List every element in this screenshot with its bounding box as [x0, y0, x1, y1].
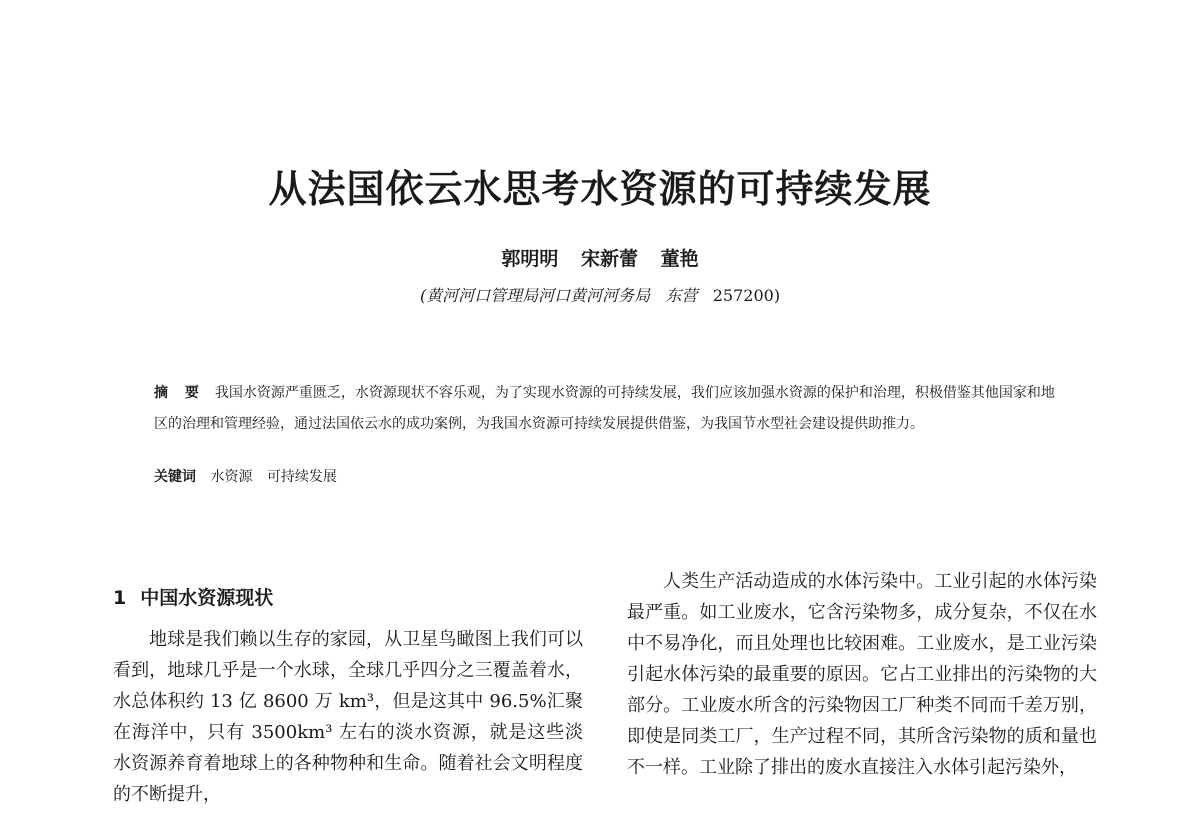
affiliation-name: (黄河河口管理局河口黄河河务局 [419, 286, 651, 305]
author-name: 董艳 [660, 248, 699, 270]
affiliation-postcode: 257200) [712, 286, 781, 305]
body-paragraph: 人类生产活动造成的水体污染中。工业引起的水体污染最严重。如工业废水，它含污染物多，成分复杂，不仅在水中不易净化，而且处理也比较困难。工业废水，是工业污染引起水体污染的最重要的原因。它占工业排出的污染物的大部分。工业废水所含的污染物因工厂种类不同而千差万别，即使是同类工厂，生产过程不同，其所含污染物的质和量也不一样。工业除了排出的废水直接注入水体引起污染外， [627, 571, 1097, 778]
body-column-right [627, 566, 1097, 783]
section-title: 中国水资源现状 [140, 587, 274, 609]
body-paragraph: 地球是我们赖以生存的家园，从卫星鸟瞰图上我们可以看到，地球几乎是一个水球，全球几乎四分之三覆盖着水，水总体积约 13 亿 8600 万 km³，但是这其中 96.5%汇聚在海洋中，只有 3500km³ 左右的淡水资源，就是这些淡水资源养育着地球上的各种物种和生命。随着社会文明程度的不断提升， [113, 629, 583, 805]
section-heading [113, 582, 583, 614]
keywords [154, 466, 347, 486]
abstract-label: 摘 要 [154, 385, 205, 401]
author-name: 郭明明 [501, 248, 559, 270]
keywords-label: 关键词 [154, 469, 196, 485]
keyword: 水资源 [210, 469, 253, 485]
affiliation [0, 283, 1200, 306]
body-column-left [113, 582, 583, 810]
affiliation-city: 东营 [665, 286, 698, 305]
keyword: 可持续发展 [266, 469, 337, 485]
section-number: 1 [113, 587, 127, 609]
abstract [154, 378, 1064, 440]
author-name: 宋新蕾 [580, 248, 638, 270]
author-list [0, 244, 1200, 271]
abstract-text: 我国水资源严重匮乏，水资源现状不容乐观，为了实现水资源的可持续发展，我们应该加强水资源的保护和治理，积极借鉴其他国家和地区的治理和管理经验，通过法国依云水的成功案例，为我国水资源可持续发展提供借鉴，为我国节水型社会建设提供助推力。 [154, 385, 1055, 432]
paper-title: 从法国依云水思考水资源的可持续发展 [268, 166, 932, 211]
